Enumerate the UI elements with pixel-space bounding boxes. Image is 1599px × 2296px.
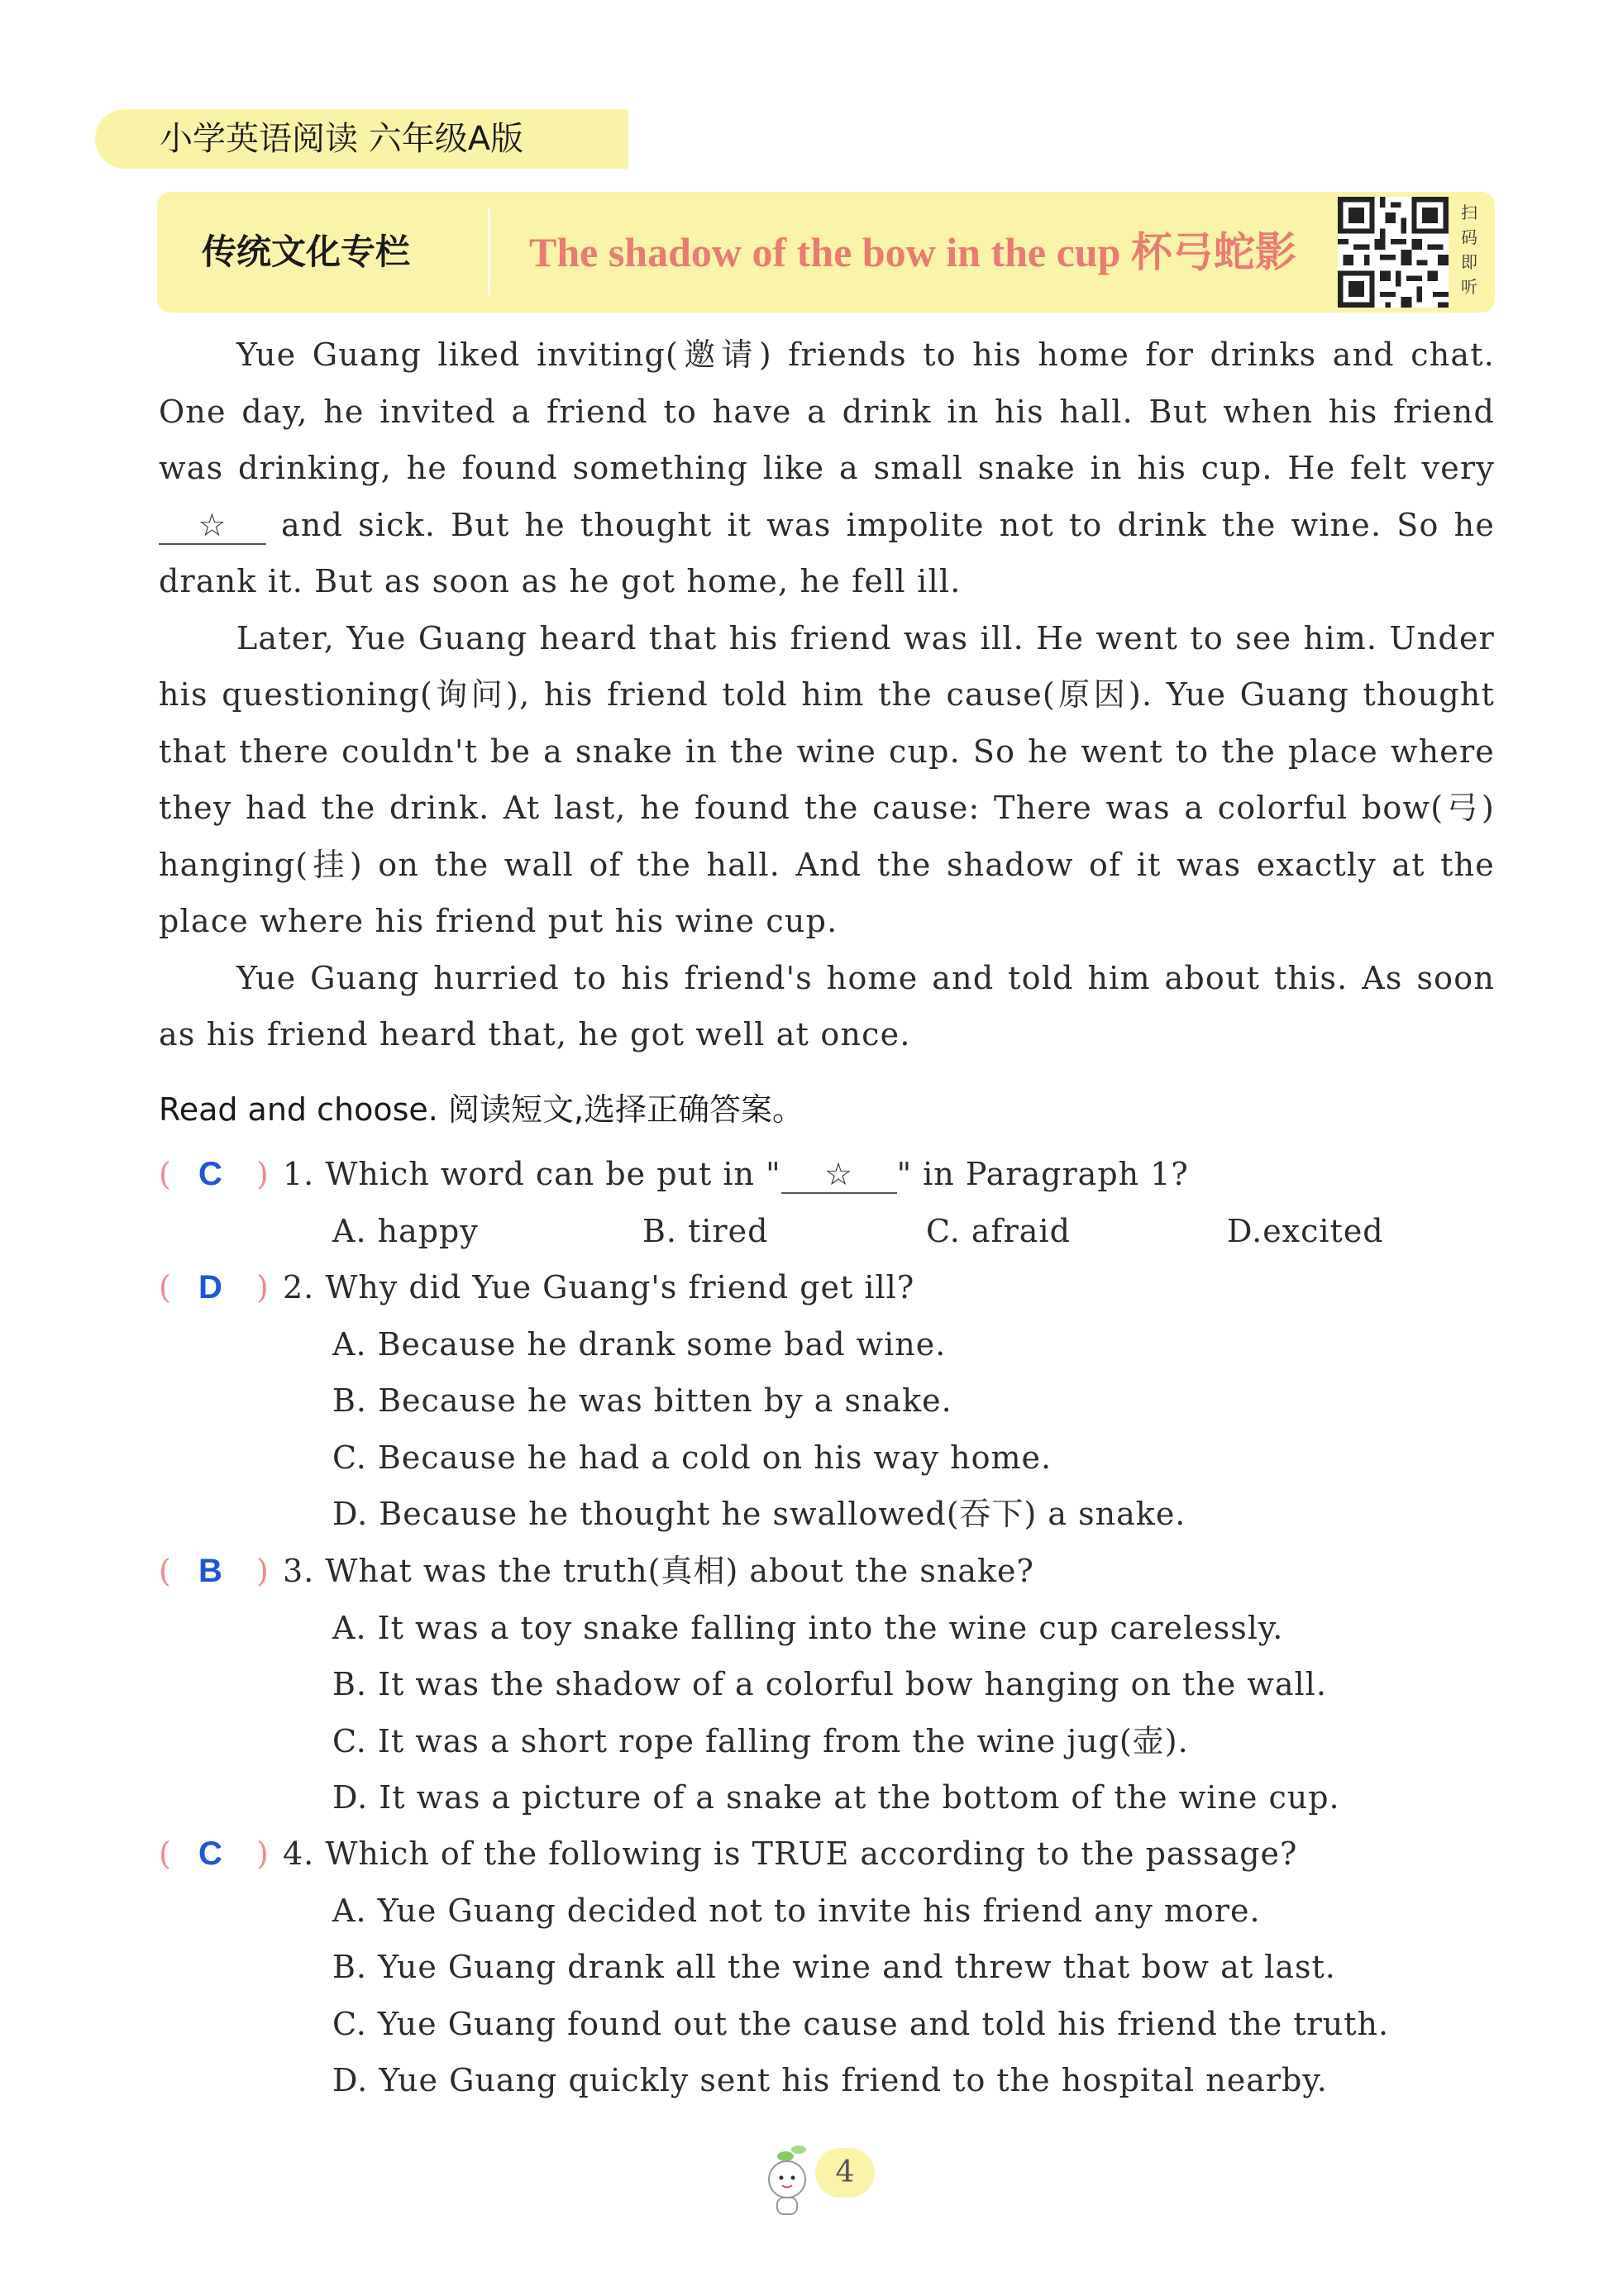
paragraph-3: Yue Guang hurried to his friend's home and told him about this. As soon as his friend heard that, he got well at once. bbox=[159, 959, 1495, 1053]
option-3a: A. It was a toy snake falling into the wine cup carelessly. bbox=[332, 1609, 1284, 1646]
option-3d: D. It was a picture of a snake at the bottom of the wine cup. bbox=[332, 1779, 1340, 1816]
answer-2[interactable]: D bbox=[198, 1269, 223, 1306]
column-banner bbox=[157, 192, 1495, 313]
page-number: 4 bbox=[815, 2148, 875, 2198]
exercise-instruction: Read and choose. 阅读短文,选择正确答案。 bbox=[159, 1091, 804, 1128]
option-2a: A. Because he drank some bad wine. bbox=[332, 1325, 947, 1363]
qr-code-icon[interactable] bbox=[1338, 197, 1449, 308]
reading-passage bbox=[159, 327, 1495, 1063]
story-title: The shadow of the bow in the cup 杯弓蛇影 bbox=[529, 229, 1296, 275]
option-3b: B. It was the shadow of a colorful bow hanging on the wall. bbox=[332, 1666, 1327, 1702]
paragraph-2: Later, Yue Guang heard that his friend was ill. He went to see him. Under his questioning(询问), his friend told him the cause(原因). Yue Guang thought that there couldn't be a snake in the wine cup. So he went to the place where they had the drink. At last, he found the cause: There was a colorful bow(弓) hanging(挂) on the wall of the hall. And the shadow of it was exactly at the place where his friend put his wine cup. bbox=[159, 619, 1495, 939]
option-1a: A. happy bbox=[332, 1212, 479, 1249]
option-1b: B. tired bbox=[642, 1212, 769, 1249]
option-4b: B. Yue Guang drank all the wine and threw that bow at last. bbox=[332, 1949, 1336, 1985]
question-1-text: 1. Which word can be put in " ☆ " in Paragraph 1? bbox=[283, 1156, 1189, 1192]
answer-3[interactable]: B bbox=[198, 1553, 223, 1589]
option-4d: D. Yue Guang quickly sent his friend to the hospital nearby. bbox=[332, 2062, 1328, 2098]
paragraph-1: Yue Guang liked inviting(邀请) friends to his home for drinks and chat. One day, he invited a friend to have a drink in his hall. But when his friend was drinking, he found something like a small snake in his cup. He felt very ☆ and sick. But he thought it was impolite not to drink the wine. So he drank it. But as soon as he got home, he fell ill. bbox=[159, 337, 1496, 599]
option-1d: D.excited bbox=[1227, 1212, 1384, 1249]
banner-divider bbox=[488, 208, 490, 296]
option-2c: C. Because he had a cold on his way home. bbox=[332, 1439, 1052, 1476]
answer-1[interactable]: C bbox=[198, 1156, 223, 1192]
question-1: ( C ) 1. Which word can be put in " ☆ " in Paragraph 1? A. happy B. tired C. afraid D.excited bbox=[159, 1146, 1498, 1259]
question-4: ( C ) 4. Which of the following is TRUE according to the passage? A. Yue Guang decided not to invite his friend any more. B. Yue Guang drank all the wine and threw that bow at last. C. Yue Guang found out the cause and told his friend the truth. D. Yue Guang quickly sent his friend to the hospital nearby. bbox=[159, 1826, 1498, 2109]
question-2: ( D ) 2. Why did Yue Guang's friend get ill? A. Because he drank some bad wine. B. Because he was bitten by a snake. C. Because he had a cold on his way home. D. Because he thought he swallowed(吞下) a snake. bbox=[159, 1259, 1498, 1543]
answer-4[interactable]: C bbox=[198, 1835, 223, 1872]
question-3: ( B ) 3. What was the truth(真相) about the snake? A. It was a toy snake falling into the wine cup carelessly. B. It was the shadow of a colorful bow hanging on the wall. C. It was a short rope falling from the wine jug(壶). D. It was a picture of a snake at the bottom of the wine cup. bbox=[159, 1543, 1498, 1826]
book-title: 小学英语阅读 六年级A版 bbox=[95, 109, 628, 169]
star-blank: ☆ bbox=[159, 507, 266, 545]
option-4c: C. Yue Guang found out the cause and told his friend the truth. bbox=[332, 2005, 1390, 2042]
question-2-text: 2. Why did Yue Guang's friend get ill? bbox=[283, 1269, 915, 1306]
option-4a: A. Yue Guang decided not to invite his friend any more. bbox=[332, 1892, 1261, 1929]
mascot-icon bbox=[757, 2133, 817, 2224]
option-1c: C. afraid bbox=[926, 1212, 1071, 1249]
option-3c: C. It was a short rope falling from the wine jug(壶). bbox=[332, 1722, 1189, 1759]
scan-hint: 扫 码 即 听 bbox=[1461, 203, 1477, 297]
option-2d: D. Because he thought he swallowed(吞下) a snake. bbox=[332, 1496, 1186, 1532]
question-4-text: 4. Which of the following is TRUE according to the passage? bbox=[283, 1835, 1298, 1872]
column-label: 传统文化专栏 bbox=[202, 232, 411, 272]
option-2b: B. Because he was bitten by a snake. bbox=[332, 1382, 952, 1419]
question-3-text: 3. What was the truth(真相) about the snake? bbox=[283, 1553, 1034, 1589]
